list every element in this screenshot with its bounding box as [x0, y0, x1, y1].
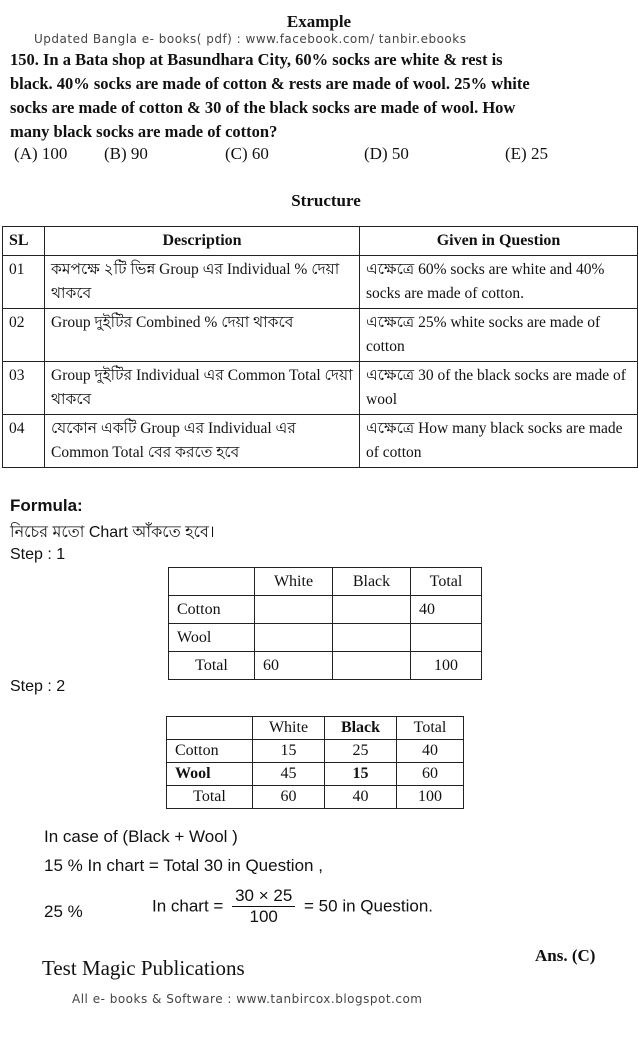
cell-given: এক্ষেত্রে 30 of the black socks are made of wool: [360, 362, 638, 415]
cell-description: কমপক্ষে ২টি ভিন্ন Group এর Individual % দেয়া থাকবে: [45, 256, 360, 309]
cell-description: Group দুইটির Individual এর Common Total দেয়া থাকবে: [45, 362, 360, 415]
header-given: Given in Question: [360, 227, 638, 256]
cell-given: এক্ষেত্রে 60% socks are white and 40% socks are made of cotton.: [360, 256, 638, 309]
cell-description: যেকোন একটি Group এর Individual এর Common Total বের করতে হবে: [45, 415, 360, 468]
chart-header-white: White: [253, 717, 325, 740]
answer: Ans. (C): [535, 946, 596, 965]
solution-line-2: 15 % In chart = Total 30 in Question ,: [44, 856, 323, 875]
solution-formula: [152, 886, 433, 927]
cell-total: 40: [411, 596, 482, 624]
table-row: [3, 362, 638, 415]
formula-note: নিচের মতো Chart আঁকতে হবে।: [10, 524, 215, 541]
cell-white: [255, 596, 333, 624]
chart-header-white: White: [255, 568, 333, 596]
table-row: [169, 624, 482, 652]
cell-sl: 04: [3, 415, 45, 468]
cell-white: 60: [255, 652, 333, 680]
step2-label: Step : 2: [10, 678, 66, 695]
chart-header-blank: [167, 717, 253, 740]
fraction-denominator: 100: [249, 907, 278, 926]
question-line-2: black. 40% socks are made of cotton & rests are made of wool. 25% white: [10, 74, 530, 93]
cell-given: এক্ষেত্রে 25% white socks are made of cotton: [360, 309, 638, 362]
step1-label: Step : 1: [10, 546, 66, 563]
solution-in-chart: In chart =: [152, 896, 224, 916]
cell-total: 100: [411, 652, 482, 680]
chart-header-black: Black: [325, 717, 397, 740]
chart-header-row: [167, 717, 464, 740]
row-label: Total: [169, 652, 255, 680]
chart-header-row: [169, 568, 482, 596]
cell-total: 100: [397, 786, 464, 809]
table-row: [169, 596, 482, 624]
cell-total: [411, 624, 482, 652]
watermark-top: Updated Bangla e- books( pdf) : www.facebook.com/ tanbir.ebooks: [34, 32, 467, 46]
header-description: Description: [45, 227, 360, 256]
table-row: [167, 763, 464, 786]
question-line-3: socks are made of cotton & 30 of the black socks are made of wool. How: [10, 98, 516, 117]
cell-white: [255, 624, 333, 652]
publisher-name: Test Magic Publications: [42, 956, 245, 980]
option-d: (D) 50: [364, 144, 409, 163]
fraction: [232, 886, 295, 927]
cell-total: 40: [397, 740, 464, 763]
solution-line-1: In case of (Black + Wool ): [44, 827, 238, 846]
chart-header-total: Total: [397, 717, 464, 740]
step2-chart: [166, 716, 464, 809]
cell-white: 15: [253, 740, 325, 763]
chart-header-black: Black: [333, 568, 411, 596]
structure-table: [2, 226, 638, 468]
cell-black: 40: [325, 786, 397, 809]
chart-header-total: Total: [411, 568, 482, 596]
table-row: [3, 309, 638, 362]
table-row: [167, 740, 464, 763]
chart-header-blank: [169, 568, 255, 596]
option-c: (C) 60: [225, 144, 269, 163]
solution-percent: 25 %: [44, 902, 83, 921]
table-row: [3, 256, 638, 309]
table-row: [3, 415, 638, 468]
example-heading: Example: [286, 12, 352, 31]
option-b: (B) 90: [104, 144, 148, 163]
cell-description: Group দুইটির Combined % দেয়া থাকবে: [45, 309, 360, 362]
cell-sl: 01: [3, 256, 45, 309]
cell-black: 25: [325, 740, 397, 763]
option-a: (A) 100: [14, 144, 68, 163]
step1-chart: [168, 567, 482, 680]
fraction-numerator: 30 × 25: [232, 886, 295, 907]
cell-black: [333, 596, 411, 624]
cell-total: 60: [397, 763, 464, 786]
formula-heading: Formula:: [10, 496, 83, 515]
question-line-1: 150. In a Bata shop at Basundhara City, 60% socks are white & rest is: [10, 50, 503, 69]
cell-black: [333, 652, 411, 680]
question-text: [10, 48, 635, 144]
cell-sl: 02: [3, 309, 45, 362]
watermark-bottom: All e- books & Software : www.tanbircox.blogspot.com: [72, 992, 423, 1006]
row-label: Wool: [167, 763, 253, 786]
cell-white: 60: [253, 786, 325, 809]
solution-result: = 50 in Question.: [304, 896, 434, 916]
question-line-4: many black socks are made of cotton?: [10, 122, 278, 141]
structure-heading: Structure: [291, 191, 361, 210]
structure-header-row: [3, 227, 638, 256]
cell-black: [333, 624, 411, 652]
table-row: [167, 786, 464, 809]
option-e: (E) 25: [505, 144, 548, 163]
cell-black: 15: [325, 763, 397, 786]
row-label: Cotton: [167, 740, 253, 763]
cell-white: 45: [253, 763, 325, 786]
row-label: Wool: [169, 624, 255, 652]
header-sl: SL: [3, 227, 45, 256]
table-row: [169, 652, 482, 680]
row-label: Total: [167, 786, 253, 809]
cell-sl: 03: [3, 362, 45, 415]
cell-given: এক্ষেত্রে How many black socks are made of cotton: [360, 415, 638, 468]
row-label: Cotton: [169, 596, 255, 624]
